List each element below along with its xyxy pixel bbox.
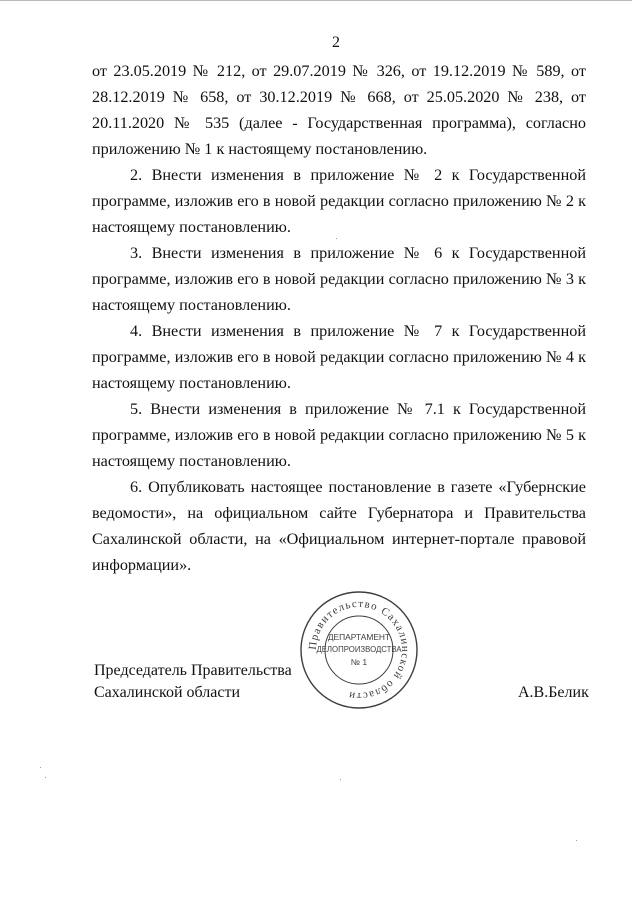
signatory-name: А.В.Белик: [518, 684, 589, 701]
stamp-inner-line-1: ДЕПАРТАМЕНТ: [327, 632, 391, 642]
paragraph-2: 2. Внести изменения в приложение № 2 к Государственной программе, изложив его в новой редакции согласно приложению № 2 к настоящему постановлению.: [92, 166, 586, 236]
scan-speck: [336, 238, 337, 239]
signatory-position: [94, 660, 292, 704]
stamp-outer-text-path: Правительство Сахалинской области: [306, 597, 412, 703]
stamp-graphic: [297, 588, 421, 712]
scan-speck: [576, 840, 577, 841]
page-top-edge: [0, 0, 632, 1]
paragraph-6: 6. Опубликовать настоящее постановление в газете «Губернские ведомости», на официальном сайте Губернатора и Правительства Сахалинской области, на «Официальном интернет-портале правовой информации».: [92, 478, 586, 574]
scan-speck: [340, 779, 341, 780]
paragraph-4: 4. Внести изменения в приложение № 7 к Государственной программе, изложив его в новой редакции согласно приложению № 4 к настоящему постановлению.: [92, 322, 586, 392]
signatory-position-line-2: Сахалинской области: [94, 684, 241, 701]
official-stamp: [297, 588, 421, 712]
signatory-position-line-1: Председатель Правительства: [94, 662, 292, 679]
scan-speck: [45, 777, 46, 778]
paragraph-5: 5. Внести изменения в приложение № 7.1 к Государственной программе, изложив его в новой редакции согласно приложению № 5 к настоящему постановлению.: [92, 400, 586, 470]
paragraph-3: 3. Внести изменения в приложение № 6 к Государственной программе, изложив его в новой редакции согласно приложению № 3 к настоящему постановлению.: [92, 244, 586, 314]
stamp-inner-line-2: ДЕЛОПРОИЗВОДСТВА: [316, 645, 402, 654]
paragraph-1: от 23.05.2019 № 212, от 29.07.2019 № 326, от 19.12.2019 № 589, от 28.12.2019 № 658, от 30.12.2019 № 668, от 25.05.2020 № 238, от 20.11.2020 № 535 (далее - Государственная программа), согласно приложению № 1 к настоящему постановлению.: [92, 62, 586, 158]
stamp-inner-line-3: № 1: [350, 657, 368, 667]
page-number: 2: [332, 34, 340, 51]
scan-speck: [40, 767, 41, 768]
